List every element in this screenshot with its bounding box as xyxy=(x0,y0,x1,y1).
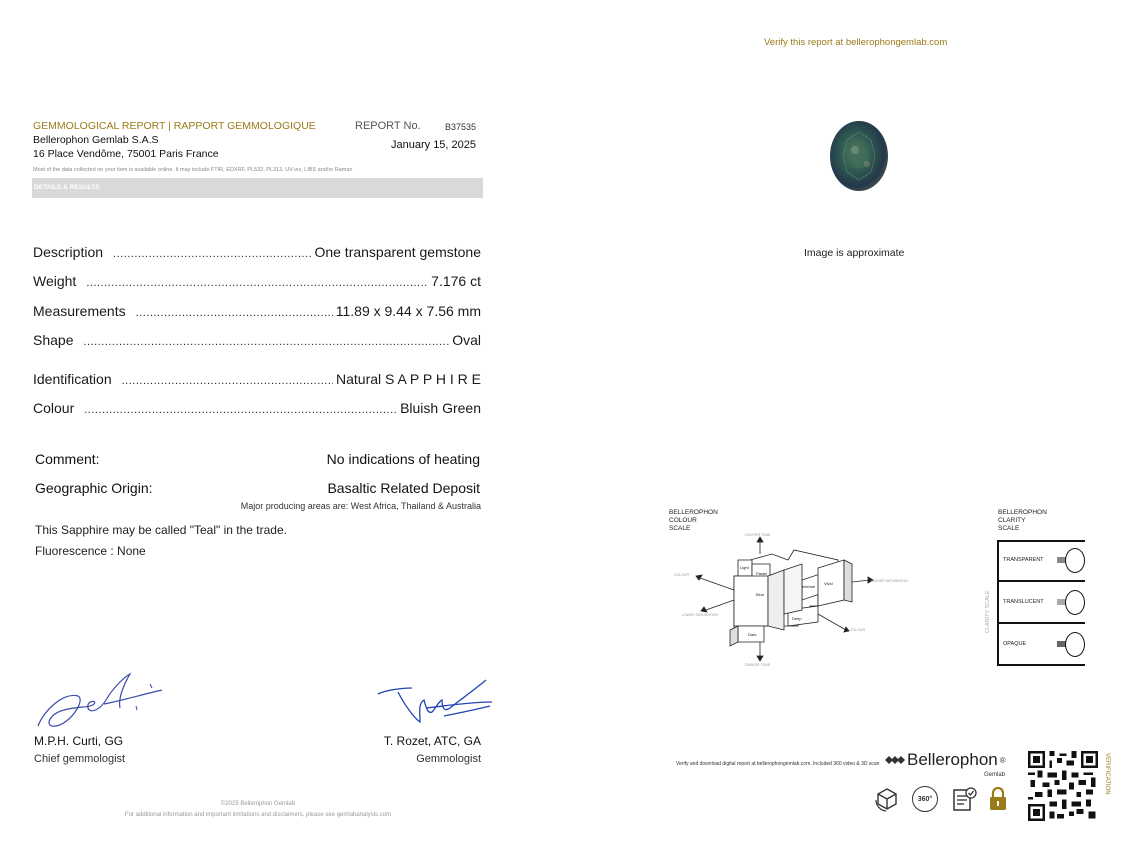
clarity-circle xyxy=(1065,548,1085,573)
logo-subtext: Gemlab xyxy=(984,772,1006,778)
detail-label: Measurements xyxy=(33,303,126,319)
verification-label: VERIFICATION xyxy=(1104,753,1110,795)
signer-name-1: M.P.H. Curti, GG xyxy=(34,734,124,748)
logo-text: Bellerophon xyxy=(907,750,998,769)
colour-scale-dark: Dark xyxy=(748,632,757,637)
colour-scale-title-line: COLOUR xyxy=(669,517,697,524)
certificate-icon[interactable] xyxy=(951,786,977,812)
detail-label: Weight xyxy=(33,273,77,289)
colour-scale-lighter-tone: LIGHTER TONE xyxy=(745,533,771,537)
detail-row-weight xyxy=(33,273,481,289)
detail-label: Description xyxy=(33,244,104,260)
leader-dots xyxy=(84,404,397,416)
report-number-label: REPORT No. xyxy=(355,120,421,132)
download-note: Verify and download digital report at bellerophongemlab.com. Included 360 video & 3D scan xyxy=(676,761,880,767)
colour-scale-vivid: Vivid xyxy=(824,581,833,586)
colour-scale-blue: Blue xyxy=(756,592,765,597)
detail-row-measurements xyxy=(33,303,481,319)
clarity-scale-title-line: SCALE xyxy=(998,525,1020,532)
comment-value: No indications of heating xyxy=(326,451,480,467)
clarity-level-transparent xyxy=(997,540,1085,582)
detail-row-colour xyxy=(33,400,481,416)
clarity-scale-title xyxy=(998,509,1047,533)
signer-role-1: Chief gemmologist xyxy=(34,753,126,765)
clarity-level-label: TRANSLUCENT xyxy=(1003,599,1044,605)
section-bar xyxy=(32,178,483,198)
detail-value: Oval xyxy=(452,332,481,348)
footer-copyright: ©2025 Bellerophon Gemlab xyxy=(220,801,296,807)
colour-scale-diagram xyxy=(668,530,908,672)
logo-mark-icon xyxy=(885,753,905,767)
lock-icon xyxy=(987,786,1009,812)
colour-scale-lower-saturation: LOWER SATURATION xyxy=(682,613,718,617)
colour-scale-pastel: Pastel xyxy=(756,571,768,576)
colour-scale-light: Light xyxy=(740,565,749,570)
signature-rozet xyxy=(374,672,494,728)
gemstone-image xyxy=(829,120,889,192)
signer-role-2: Gemmologist xyxy=(416,753,481,765)
colour-scale-title-line: BELLEROPHON xyxy=(669,509,718,516)
bellerophon-logo xyxy=(885,750,1006,770)
colour-scale-higher-saturation: HIGHER SATURATION xyxy=(871,579,908,583)
leader-dots xyxy=(83,336,449,348)
colour-scale-colour-left: COLOUR xyxy=(674,573,689,577)
leader-dots xyxy=(122,375,333,387)
detail-row-shape xyxy=(33,332,481,348)
clarity-level-label: OPAQUE xyxy=(1003,641,1027,647)
clarity-circle xyxy=(1065,632,1085,657)
footer-info: For additional information and important limitations and disclaimers, please see gemlabanalysis.com xyxy=(124,812,392,818)
data-disclaimer: Most of the data collected on your item is available online. It may include FTIR, EDXRF, PL532, PL313, UV-vis, LIBS and/or Raman xyxy=(33,167,353,173)
clarity-level-opaque xyxy=(997,624,1085,666)
verification-qr-code[interactable] xyxy=(1028,751,1098,821)
detail-value: One transparent gemstone xyxy=(314,244,481,260)
clarity-circle xyxy=(1065,590,1085,615)
registered-icon: ® xyxy=(999,755,1006,765)
detail-label: Colour xyxy=(33,400,75,416)
section-bar-label: DETAILS & RESULTS xyxy=(34,184,100,191)
colour-scale-darker-tone: DARKER TONE xyxy=(745,663,771,667)
clarity-scale-title-line: BELLEROPHON xyxy=(998,509,1047,516)
detail-value: 11.89 x 9.44 x 7.56 mm xyxy=(335,303,481,319)
image-caption: Image is approximate xyxy=(804,247,905,259)
origin-label: Geographic Origin: xyxy=(35,480,153,496)
360-video-icon[interactable] xyxy=(912,786,938,812)
trade-note: This Sapphire may be called "Teal" in the trade. xyxy=(35,523,287,537)
clarity-scale-title-line: CLARITY xyxy=(998,517,1026,524)
leader-dots xyxy=(86,277,428,289)
company-address: 16 Place Vendôme, 75001 Paris France xyxy=(33,148,219,160)
comment-label: Comment: xyxy=(35,451,100,467)
detail-value: Natural S A P P H I R E xyxy=(336,371,481,387)
detail-label: Identification xyxy=(33,371,112,387)
report-title: GEMMOLOGICAL REPORT | RAPPORT GEMMOLOGIQUE xyxy=(33,120,316,132)
colour-scale-colour-right: COLOUR xyxy=(850,628,865,632)
verify-link[interactable]: Verify this report at bellerophongemlab.com xyxy=(764,37,948,48)
colour-scale-title-line: SCALE xyxy=(669,525,691,532)
detail-value: 7.176 ct xyxy=(431,273,481,289)
origin-value: Basaltic Related Deposit xyxy=(327,480,480,496)
origin-note: Major producing areas are: West Africa, Thailand & Australia xyxy=(240,501,481,511)
360-label: 360° xyxy=(917,795,933,803)
detail-label: Shape xyxy=(33,332,74,348)
signer-name-2: T. Rozet, ATC, GA xyxy=(383,734,481,748)
signature-curti xyxy=(34,670,166,732)
leader-dots xyxy=(136,307,333,319)
fluorescence: Fluorescence : None xyxy=(35,544,146,558)
clarity-level-label: TRANSPARENT xyxy=(1003,557,1044,563)
clarity-axis-label: CLARITY SCALE xyxy=(985,590,991,633)
leader-dots xyxy=(113,248,311,260)
report-number: B37535 xyxy=(445,122,477,132)
clarity-level-translucent xyxy=(997,582,1085,624)
detail-value: Bluish Green xyxy=(400,400,481,416)
report-date: January 15, 2025 xyxy=(391,139,477,151)
detail-row-description xyxy=(33,244,481,260)
colour-scale-intense: Intense xyxy=(802,584,816,589)
company-name: Bellerophon Gemlab S.A.S xyxy=(33,134,159,146)
colour-scale-deep: Deep xyxy=(792,616,802,621)
detail-row-identification xyxy=(33,371,481,387)
3d-cube-icon[interactable] xyxy=(874,786,900,812)
